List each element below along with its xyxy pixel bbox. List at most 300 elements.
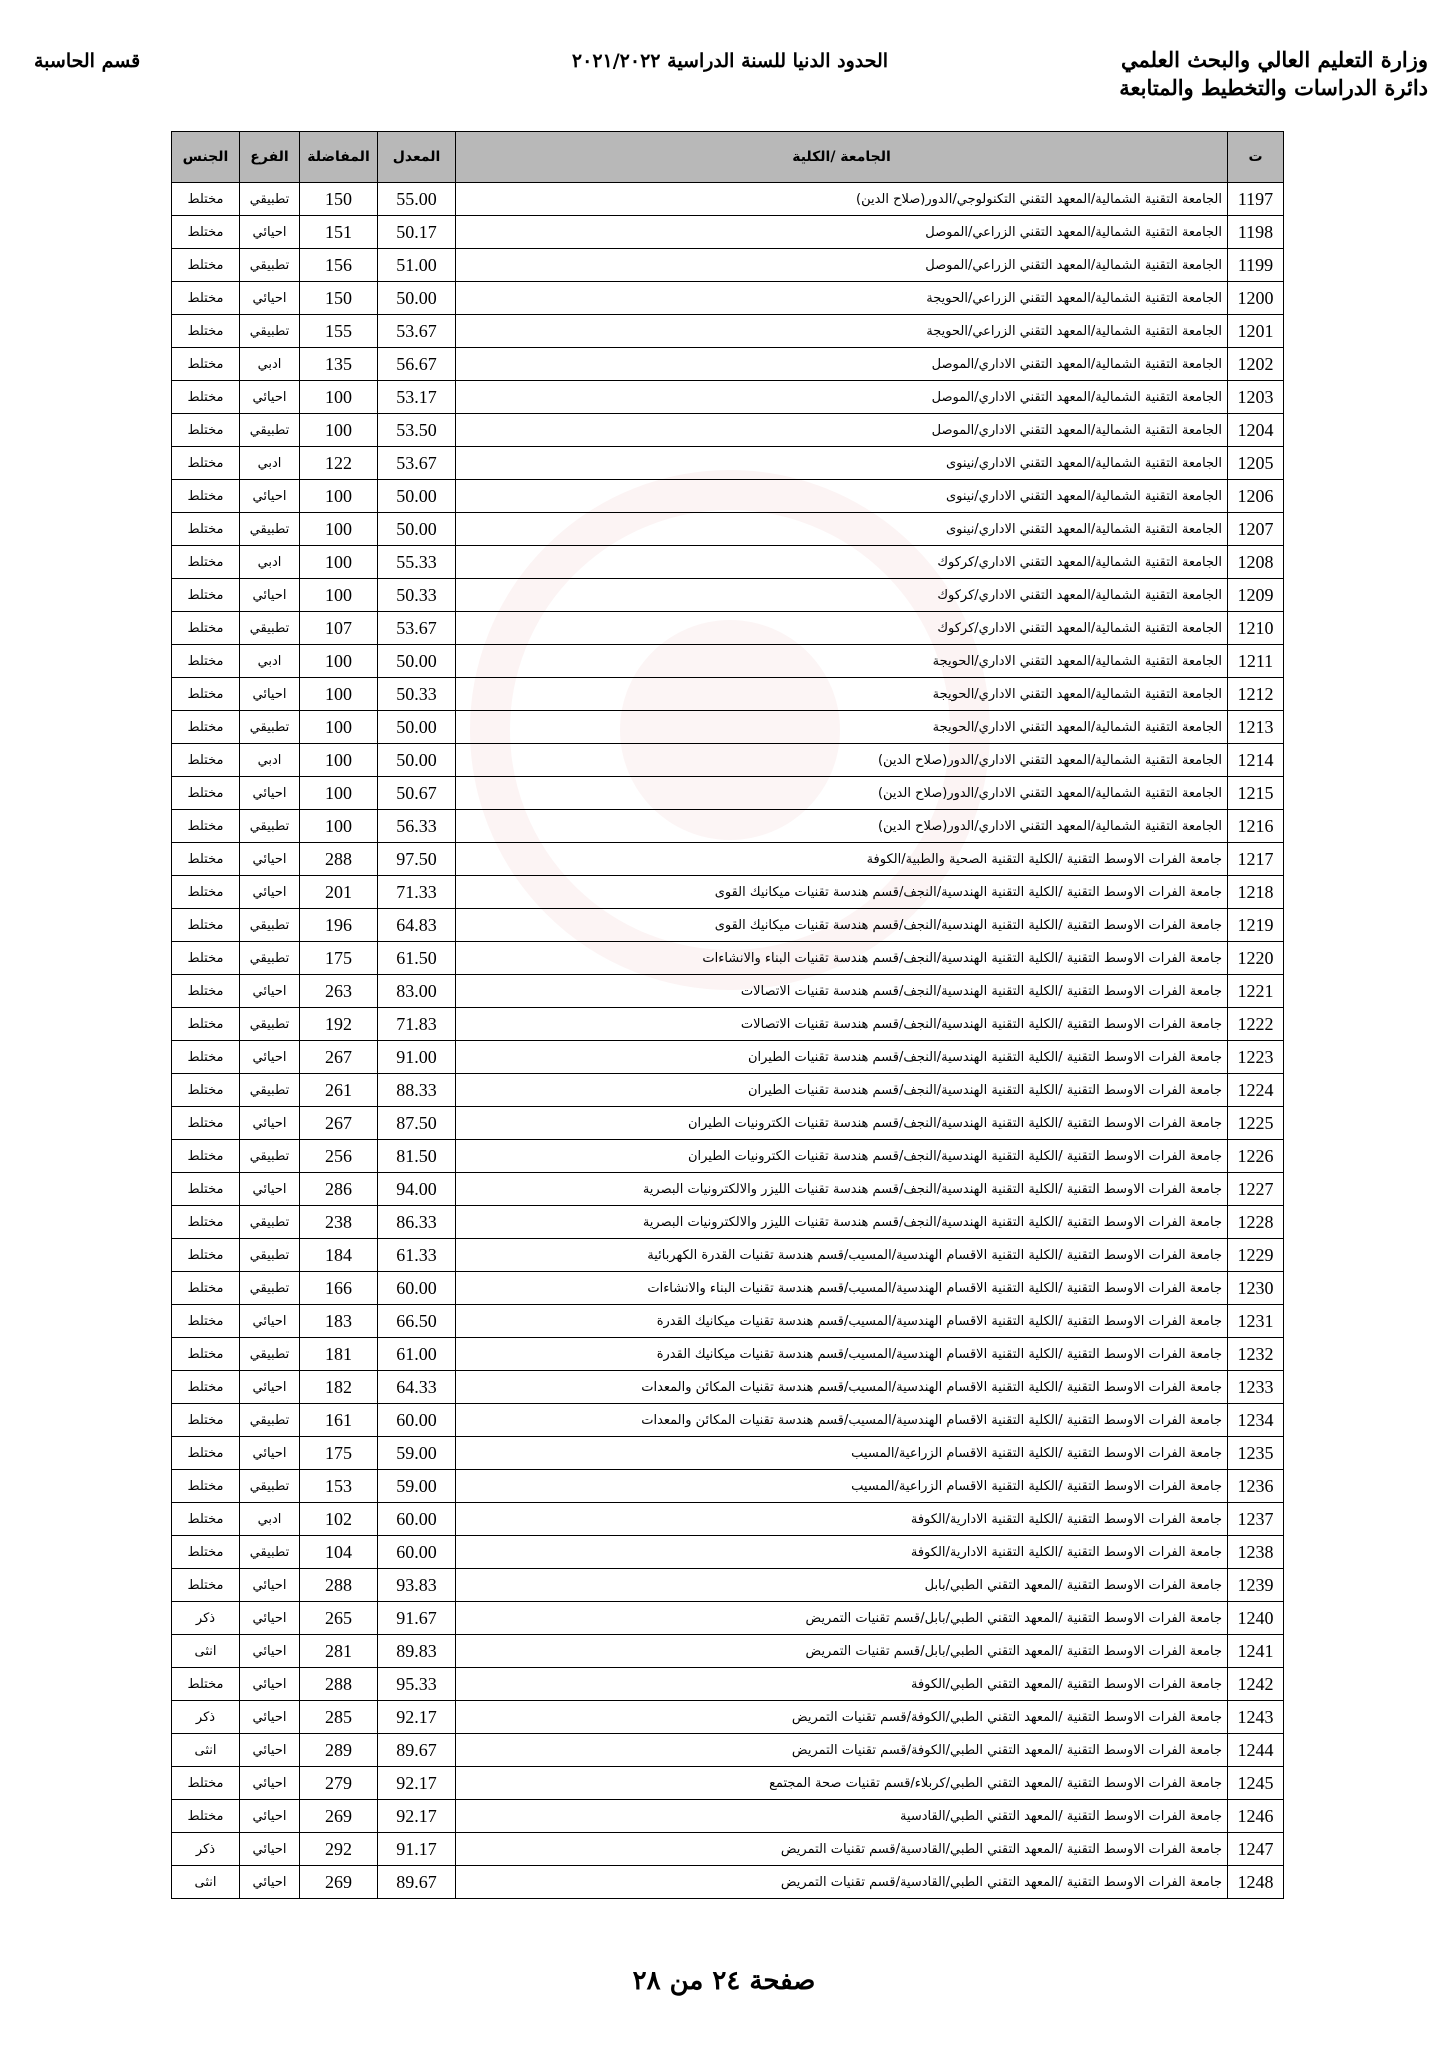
cell-branch: احيائي <box>240 1800 300 1833</box>
cell-rate: 89.83 <box>378 1635 456 1668</box>
table-row <box>172 678 1284 711</box>
cell-college: جامعة الفرات الاوسط التقنية /الكلية التقنية الادارية/الكوفة <box>456 1536 1228 1569</box>
table-row <box>172 1536 1284 1569</box>
cell-gender: ذكر <box>172 1602 240 1635</box>
cell-branch: تطبيقي <box>240 942 300 975</box>
cell-gender: مختلط <box>172 909 240 942</box>
cell-gender: مختلط <box>172 480 240 513</box>
cell-preference: 288 <box>300 1668 378 1701</box>
cell-num: 1219 <box>1228 909 1284 942</box>
cell-preference: 238 <box>300 1206 378 1239</box>
cell-gender: مختلط <box>172 282 240 315</box>
cell-branch: تطبيقي <box>240 612 300 645</box>
table-row <box>172 447 1284 480</box>
cell-branch: احيائي <box>240 678 300 711</box>
cell-college: جامعة الفرات الاوسط التقنية /الكلية التقنية الهندسية/النجف/قسم هندسة تقنيات الطيران <box>456 1041 1228 1074</box>
cell-num: 1205 <box>1228 447 1284 480</box>
cell-college: الجامعة التقنية الشمالية/المعهد التقني الاداري/الحويجة <box>456 711 1228 744</box>
cell-gender: مختلط <box>172 1470 240 1503</box>
cell-branch: احيائي <box>240 1041 300 1074</box>
cell-college: الجامعة التقنية الشمالية/المعهد التقني الاداري/الدور(صلاح الدين) <box>456 777 1228 810</box>
cell-branch: ادبي <box>240 645 300 678</box>
cell-num: 1197 <box>1228 183 1284 216</box>
table-row <box>172 1503 1284 1536</box>
cell-college: جامعة الفرات الاوسط التقنية /الكلية التقنية الاقسام الهندسية/المسيب/قسم هندسة تقنيات ميكانيك القدرة <box>456 1338 1228 1371</box>
cell-num: 1231 <box>1228 1305 1284 1338</box>
cell-rate: 64.83 <box>378 909 456 942</box>
cell-num: 1206 <box>1228 480 1284 513</box>
cell-num: 1198 <box>1228 216 1284 249</box>
table-row <box>172 315 1284 348</box>
cell-college: الجامعة التقنية الشمالية/المعهد التقني الاداري/كركوك <box>456 612 1228 645</box>
cell-branch: احيائي <box>240 1734 300 1767</box>
table-row <box>172 1338 1284 1371</box>
cell-num: 1245 <box>1228 1767 1284 1800</box>
cell-branch: احيائي <box>240 975 300 1008</box>
cell-gender: مختلط <box>172 1074 240 1107</box>
cell-gender: ذكر <box>172 1833 240 1866</box>
cell-college: الجامعة التقنية الشمالية/المعهد التقني الاداري/الموصل <box>456 381 1228 414</box>
cell-branch: احيائي <box>240 282 300 315</box>
table-row <box>172 579 1284 612</box>
cell-college: جامعة الفرات الاوسط التقنية /المعهد التقني الطبي/الكوفة <box>456 1668 1228 1701</box>
cell-preference: 107 <box>300 612 378 645</box>
cell-gender: مختلط <box>172 975 240 1008</box>
cell-rate: 55.00 <box>378 183 456 216</box>
cell-preference: 100 <box>300 414 378 447</box>
cell-preference: 288 <box>300 843 378 876</box>
cell-rate: 81.50 <box>378 1140 456 1173</box>
cell-branch: تطبيقي <box>240 513 300 546</box>
cell-preference: 175 <box>300 942 378 975</box>
cell-college: جامعة الفرات الاوسط التقنية /الكلية التقنية الصحية والطبية/الكوفة <box>456 843 1228 876</box>
cell-num: 1225 <box>1228 1107 1284 1140</box>
cell-num: 1230 <box>1228 1272 1284 1305</box>
cell-gender: مختلط <box>172 1536 240 1569</box>
table-row <box>172 1074 1284 1107</box>
cell-college: الجامعة التقنية الشمالية/المعهد التقني الاداري/الدور(صلاح الدين) <box>456 810 1228 843</box>
cell-preference: 279 <box>300 1767 378 1800</box>
cell-num: 1207 <box>1228 513 1284 546</box>
cell-rate: 53.50 <box>378 414 456 447</box>
cell-gender: مختلط <box>172 1008 240 1041</box>
cell-num: 1248 <box>1228 1866 1284 1899</box>
cell-rate: 94.00 <box>378 1173 456 1206</box>
table-row <box>172 645 1284 678</box>
cell-rate: 50.00 <box>378 480 456 513</box>
cell-college: جامعة الفرات الاوسط التقنية /الكلية التقنية الادارية/الكوفة <box>456 1503 1228 1536</box>
cell-gender: مختلط <box>172 843 240 876</box>
table-row <box>172 1173 1284 1206</box>
cell-num: 1222 <box>1228 1008 1284 1041</box>
cell-num: 1246 <box>1228 1800 1284 1833</box>
cell-college: الجامعة التقنية الشمالية/المعهد التقني الاداري/كركوك <box>456 546 1228 579</box>
cell-gender: مختلط <box>172 1800 240 1833</box>
cell-branch: احيائي <box>240 1173 300 1206</box>
table-row <box>172 183 1284 216</box>
cell-rate: 53.67 <box>378 447 456 480</box>
cell-college: جامعة الفرات الاوسط التقنية /المعهد التقني الطبي/القادسية/قسم تقنيات التمريض <box>456 1833 1228 1866</box>
cell-preference: 292 <box>300 1833 378 1866</box>
cell-branch: احيائي <box>240 1437 300 1470</box>
cell-gender: انثى <box>172 1734 240 1767</box>
page-number: صفحة ٢٤ من ٢٨ <box>632 1966 816 1996</box>
cell-gender: مختلط <box>172 546 240 579</box>
cell-gender: مختلط <box>172 1272 240 1305</box>
cell-num: 1216 <box>1228 810 1284 843</box>
cell-preference: 100 <box>300 513 378 546</box>
cell-branch: ادبي <box>240 348 300 381</box>
cell-rate: 53.67 <box>378 315 456 348</box>
cell-branch: احيائي <box>240 1371 300 1404</box>
cell-college: جامعة الفرات الاوسط التقنية /الكلية التقنية الهندسية/النجف/قسم هندسة تقنيات ميكانيك القوى <box>456 909 1228 942</box>
table-row <box>172 876 1284 909</box>
cell-gender: مختلط <box>172 1305 240 1338</box>
table-row <box>172 1701 1284 1734</box>
cell-branch: احيائي <box>240 381 300 414</box>
cell-rate: 60.00 <box>378 1536 456 1569</box>
cell-num: 1210 <box>1228 612 1284 645</box>
cell-college: جامعة الفرات الاوسط التقنية /الكلية التقنية الهندسية/النجف/قسم هندسة تقنيات الكترونيات الطيران <box>456 1140 1228 1173</box>
cell-gender: مختلط <box>172 1668 240 1701</box>
cell-preference: 269 <box>300 1800 378 1833</box>
cell-preference: 156 <box>300 249 378 282</box>
table-row <box>172 1602 1284 1635</box>
cell-gender: مختلط <box>172 183 240 216</box>
cell-branch: تطبيقي <box>240 1140 300 1173</box>
cell-preference: 100 <box>300 744 378 777</box>
cell-num: 1212 <box>1228 678 1284 711</box>
cell-rate: 51.00 <box>378 249 456 282</box>
cell-gender: انثى <box>172 1866 240 1899</box>
cell-branch: احيائي <box>240 1602 300 1635</box>
cell-num: 1228 <box>1228 1206 1284 1239</box>
header-num: ت <box>1228 132 1284 183</box>
table-row <box>172 942 1284 975</box>
cell-num: 1239 <box>1228 1569 1284 1602</box>
table-row <box>172 414 1284 447</box>
cell-preference: 161 <box>300 1404 378 1437</box>
cell-rate: 97.50 <box>378 843 456 876</box>
cell-gender: مختلط <box>172 315 240 348</box>
table-row <box>172 777 1284 810</box>
table-row <box>172 1008 1284 1041</box>
admissions-table <box>171 131 1284 1899</box>
cell-num: 1213 <box>1228 711 1284 744</box>
cell-gender: مختلط <box>172 744 240 777</box>
cell-branch: تطبيقي <box>240 1338 300 1371</box>
cell-rate: 87.50 <box>378 1107 456 1140</box>
cell-rate: 83.00 <box>378 975 456 1008</box>
cell-gender: مختلط <box>172 513 240 546</box>
table-row <box>172 513 1284 546</box>
table-row <box>172 1866 1284 1899</box>
cell-branch: ادبي <box>240 546 300 579</box>
cell-preference: 104 <box>300 1536 378 1569</box>
cell-college: جامعة الفرات الاوسط التقنية /الكلية التقنية الهندسية/النجف/قسم هندسة تقنيات الليزر والالكترونيات البصرية <box>456 1206 1228 1239</box>
table-row <box>172 1767 1284 1800</box>
table-row <box>172 1470 1284 1503</box>
cell-preference: 181 <box>300 1338 378 1371</box>
cell-preference: 100 <box>300 381 378 414</box>
table-row <box>172 1239 1284 1272</box>
cell-branch: احيائي <box>240 1107 300 1140</box>
cell-preference: 289 <box>300 1734 378 1767</box>
cell-college: جامعة الفرات الاوسط التقنية /الكلية التقنية الهندسية/النجف/قسم هندسة تقنيات الطيران <box>456 1074 1228 1107</box>
cell-rate: 53.17 <box>378 381 456 414</box>
table-row <box>172 810 1284 843</box>
cell-rate: 93.83 <box>378 1569 456 1602</box>
cell-college: الجامعة التقنية الشمالية/المعهد التقني التكنولوجي/الدور(صلاح الدين) <box>456 183 1228 216</box>
cell-rate: 71.33 <box>378 876 456 909</box>
cell-num: 1238 <box>1228 1536 1284 1569</box>
cell-rate: 86.33 <box>378 1206 456 1239</box>
cell-rate: 50.33 <box>378 678 456 711</box>
cell-preference: 102 <box>300 1503 378 1536</box>
cell-num: 1242 <box>1228 1668 1284 1701</box>
cell-num: 1200 <box>1228 282 1284 315</box>
cell-branch: احيائي <box>240 1701 300 1734</box>
cell-preference: 183 <box>300 1305 378 1338</box>
cell-preference: 151 <box>300 216 378 249</box>
cell-rate: 50.00 <box>378 282 456 315</box>
cell-gender: مختلط <box>172 1569 240 1602</box>
cell-preference: 155 <box>300 315 378 348</box>
table-row <box>172 1041 1284 1074</box>
cell-gender: مختلط <box>172 1107 240 1140</box>
cell-rate: 91.17 <box>378 1833 456 1866</box>
cell-num: 1244 <box>1228 1734 1284 1767</box>
table-row <box>172 1206 1284 1239</box>
cell-preference: 150 <box>300 282 378 315</box>
cell-gender: مختلط <box>172 612 240 645</box>
cell-num: 1220 <box>1228 942 1284 975</box>
cell-preference: 100 <box>300 579 378 612</box>
table-row <box>172 1272 1284 1305</box>
cell-college: الجامعة التقنية الشمالية/المعهد التقني الاداري/نينوى <box>456 480 1228 513</box>
cell-gender: مختلط <box>172 777 240 810</box>
cell-num: 1234 <box>1228 1404 1284 1437</box>
table-row <box>172 1140 1284 1173</box>
table-row <box>172 1800 1284 1833</box>
cell-preference: 196 <box>300 909 378 942</box>
cell-branch: تطبيقي <box>240 1536 300 1569</box>
cell-college: جامعة الفرات الاوسط التقنية /الكلية التقنية الهندسية/النجف/قسم هندسة تقنيات الاتصالات <box>456 975 1228 1008</box>
cell-num: 1221 <box>1228 975 1284 1008</box>
cell-rate: 60.00 <box>378 1503 456 1536</box>
cell-gender: مختلط <box>172 678 240 711</box>
cell-gender: مختلط <box>172 249 240 282</box>
cell-preference: 269 <box>300 1866 378 1899</box>
cell-rate: 88.33 <box>378 1074 456 1107</box>
cell-college: الجامعة التقنية الشمالية/المعهد التقني الزراعي/الحويجة <box>456 315 1228 348</box>
cell-branch: تطبيقي <box>240 1008 300 1041</box>
cell-college: جامعة الفرات الاوسط التقنية /الكلية التقنية الاقسام الزراعية/المسيب <box>456 1470 1228 1503</box>
cell-num: 1226 <box>1228 1140 1284 1173</box>
cell-rate: 89.67 <box>378 1866 456 1899</box>
cell-num: 1224 <box>1228 1074 1284 1107</box>
cell-preference: 100 <box>300 678 378 711</box>
cell-num: 1229 <box>1228 1239 1284 1272</box>
cell-branch: ادبي <box>240 1503 300 1536</box>
cell-num: 1211 <box>1228 645 1284 678</box>
cell-gender: مختلط <box>172 1371 240 1404</box>
cell-preference: 100 <box>300 546 378 579</box>
cell-preference: 182 <box>300 1371 378 1404</box>
table-row <box>172 1734 1284 1767</box>
cell-branch: احيائي <box>240 1635 300 1668</box>
table-row <box>172 1668 1284 1701</box>
cell-college: الجامعة التقنية الشمالية/المعهد التقني الزراعي/الحويجة <box>456 282 1228 315</box>
cell-preference: 256 <box>300 1140 378 1173</box>
table-row <box>172 612 1284 645</box>
cell-college: الجامعة التقنية الشمالية/المعهد التقني الاداري/الدور(صلاح الدين) <box>456 744 1228 777</box>
cell-branch: احيائي <box>240 777 300 810</box>
cell-branch: تطبيقي <box>240 810 300 843</box>
cell-preference: 261 <box>300 1074 378 1107</box>
cell-gender: مختلط <box>172 810 240 843</box>
cell-college: جامعة الفرات الاوسط التقنية /الكلية التقنية الاقسام الهندسية/المسيب/قسم هندسة تقنيات المكائن والمعدات <box>456 1371 1228 1404</box>
cell-college: الجامعة التقنية الشمالية/المعهد التقني الاداري/الحويجة <box>456 645 1228 678</box>
table-header-row <box>172 132 1284 183</box>
cell-gender: مختلط <box>172 1173 240 1206</box>
cell-college: جامعة الفرات الاوسط التقنية /المعهد التقني الطبي/الكوفة/قسم تقنيات التمريض <box>456 1734 1228 1767</box>
cell-preference: 135 <box>300 348 378 381</box>
ministry-name: وزارة التعليم العالي والبحث العلمي <box>1121 47 1428 72</box>
cell-college: جامعة الفرات الاوسط التقنية /المعهد التقني الطبي/القادسية/قسم تقنيات التمريض <box>456 1866 1228 1899</box>
cell-rate: 55.33 <box>378 546 456 579</box>
cell-gender: مختلط <box>172 1140 240 1173</box>
header-gender: الجنس <box>172 132 240 183</box>
cell-num: 1241 <box>1228 1635 1284 1668</box>
table-row <box>172 381 1284 414</box>
cell-college: جامعة الفرات الاوسط التقنية /الكلية التقنية الاقسام الهندسية/المسيب/قسم هندسة تقنيات ميكانيك القدرة <box>456 1305 1228 1338</box>
cell-branch: احيائي <box>240 1866 300 1899</box>
cell-gender: مختلط <box>172 1239 240 1272</box>
table-row <box>172 975 1284 1008</box>
cell-rate: 50.00 <box>378 744 456 777</box>
cell-preference: 175 <box>300 1437 378 1470</box>
cell-rate: 92.17 <box>378 1800 456 1833</box>
cell-preference: 201 <box>300 876 378 909</box>
cell-preference: 100 <box>300 711 378 744</box>
cell-rate: 61.00 <box>378 1338 456 1371</box>
cell-preference: 281 <box>300 1635 378 1668</box>
cell-gender: مختلط <box>172 348 240 381</box>
department-name: دائرة الدراسات والتخطيط والمتابعة <box>1119 75 1428 100</box>
cell-branch: تطبيقي <box>240 1404 300 1437</box>
cell-preference: 100 <box>300 810 378 843</box>
cell-rate: 95.33 <box>378 1668 456 1701</box>
cell-college: جامعة الفرات الاوسط التقنية /المعهد التقني الطبي/بابل <box>456 1569 1228 1602</box>
cell-rate: 60.00 <box>378 1404 456 1437</box>
cell-branch: احيائي <box>240 1569 300 1602</box>
cell-num: 1237 <box>1228 1503 1284 1536</box>
cell-college: جامعة الفرات الاوسط التقنية /الكلية التقنية الاقسام الزراعية/المسيب <box>456 1437 1228 1470</box>
table-row <box>172 1635 1284 1668</box>
cell-branch: احيائي <box>240 876 300 909</box>
cell-num: 1240 <box>1228 1602 1284 1635</box>
cell-preference: 267 <box>300 1107 378 1140</box>
cell-college: جامعة الفرات الاوسط التقنية /المعهد التقني الطبي/بابل/قسم تقنيات التمريض <box>456 1602 1228 1635</box>
table-row <box>172 1833 1284 1866</box>
table-row <box>172 546 1284 579</box>
cell-gender: مختلط <box>172 645 240 678</box>
cell-num: 1202 <box>1228 348 1284 381</box>
cell-college: الجامعة التقنية الشمالية/المعهد التقني الاداري/الموصل <box>456 414 1228 447</box>
cell-rate: 50.67 <box>378 777 456 810</box>
cell-rate: 64.33 <box>378 1371 456 1404</box>
cell-branch: احيائي <box>240 480 300 513</box>
cell-college: جامعة الفرات الاوسط التقنية /الكلية التقنية الهندسية/النجف/قسم هندسة تقنيات الاتصالات <box>456 1008 1228 1041</box>
cell-rate: 56.67 <box>378 348 456 381</box>
cell-num: 1203 <box>1228 381 1284 414</box>
cell-college: جامعة الفرات الاوسط التقنية /الكلية التقنية الهندسية/النجف/قسم هندسة تقنيات الكترونيات الطيران <box>456 1107 1228 1140</box>
table-row <box>172 1404 1284 1437</box>
cell-college: الجامعة التقنية الشمالية/المعهد التقني الزراعي/الموصل <box>456 249 1228 282</box>
cell-rate: 56.33 <box>378 810 456 843</box>
cell-rate: 59.00 <box>378 1437 456 1470</box>
table-row <box>172 744 1284 777</box>
table-row <box>172 843 1284 876</box>
table-row <box>172 249 1284 282</box>
cell-rate: 71.83 <box>378 1008 456 1041</box>
cell-num: 1217 <box>1228 843 1284 876</box>
admissions-table-wrapper <box>172 131 1284 1899</box>
cell-num: 1223 <box>1228 1041 1284 1074</box>
header-branch: الفرع <box>240 132 300 183</box>
cell-preference: 166 <box>300 1272 378 1305</box>
header-rate: المعدل <box>378 132 456 183</box>
table-row <box>172 1107 1284 1140</box>
cell-college: جامعة الفرات الاوسط التقنية /الكلية التقنية الاقسام الهندسية/المسيب/قسم هندسة تقنيات البناء والانشاءات <box>456 1272 1228 1305</box>
cell-num: 1232 <box>1228 1338 1284 1371</box>
cell-college: الجامعة التقنية الشمالية/المعهد التقني الاداري/نينوى <box>456 447 1228 480</box>
cell-preference: 267 <box>300 1041 378 1074</box>
cell-branch: احيائي <box>240 1833 300 1866</box>
cell-rate: 50.17 <box>378 216 456 249</box>
cell-gender: مختلط <box>172 1404 240 1437</box>
cell-branch: احيائي <box>240 843 300 876</box>
cell-branch: احيائي <box>240 216 300 249</box>
cell-college: جامعة الفرات الاوسط التقنية /الكلية التقنية الاقسام الهندسية/المسيب/قسم هندسة تقنيات المكائن والمعدات <box>456 1404 1228 1437</box>
cell-branch: احيائي <box>240 1767 300 1800</box>
cell-gender: مختلط <box>172 876 240 909</box>
cell-rate: 59.00 <box>378 1470 456 1503</box>
cell-branch: تطبيقي <box>240 315 300 348</box>
cell-rate: 50.00 <box>378 513 456 546</box>
cell-preference: 286 <box>300 1173 378 1206</box>
cell-college: جامعة الفرات الاوسط التقنية /المعهد التقني الطبي/بابل/قسم تقنيات التمريض <box>456 1635 1228 1668</box>
cell-gender: ذكر <box>172 1701 240 1734</box>
cell-preference: 122 <box>300 447 378 480</box>
cell-num: 1233 <box>1228 1371 1284 1404</box>
cell-num: 1235 <box>1228 1437 1284 1470</box>
table-row <box>172 282 1284 315</box>
table-row <box>172 1305 1284 1338</box>
cell-branch: تطبيقي <box>240 1074 300 1107</box>
cell-college: جامعة الفرات الاوسط التقنية /المعهد التقني الطبي/الكوفة/قسم تقنيات التمريض <box>456 1701 1228 1734</box>
cell-gender: مختلط <box>172 414 240 447</box>
cell-college: جامعة الفرات الاوسط التقنية /المعهد التقني الطبي/كربلاء/قسم تقنيات صحة المجتمع <box>456 1767 1228 1800</box>
cell-preference: 285 <box>300 1701 378 1734</box>
cell-rate: 50.00 <box>378 711 456 744</box>
cell-rate: 50.33 <box>378 579 456 612</box>
cell-rate: 89.67 <box>378 1734 456 1767</box>
cell-gender: مختلط <box>172 216 240 249</box>
cell-rate: 50.00 <box>378 645 456 678</box>
cell-num: 1209 <box>1228 579 1284 612</box>
